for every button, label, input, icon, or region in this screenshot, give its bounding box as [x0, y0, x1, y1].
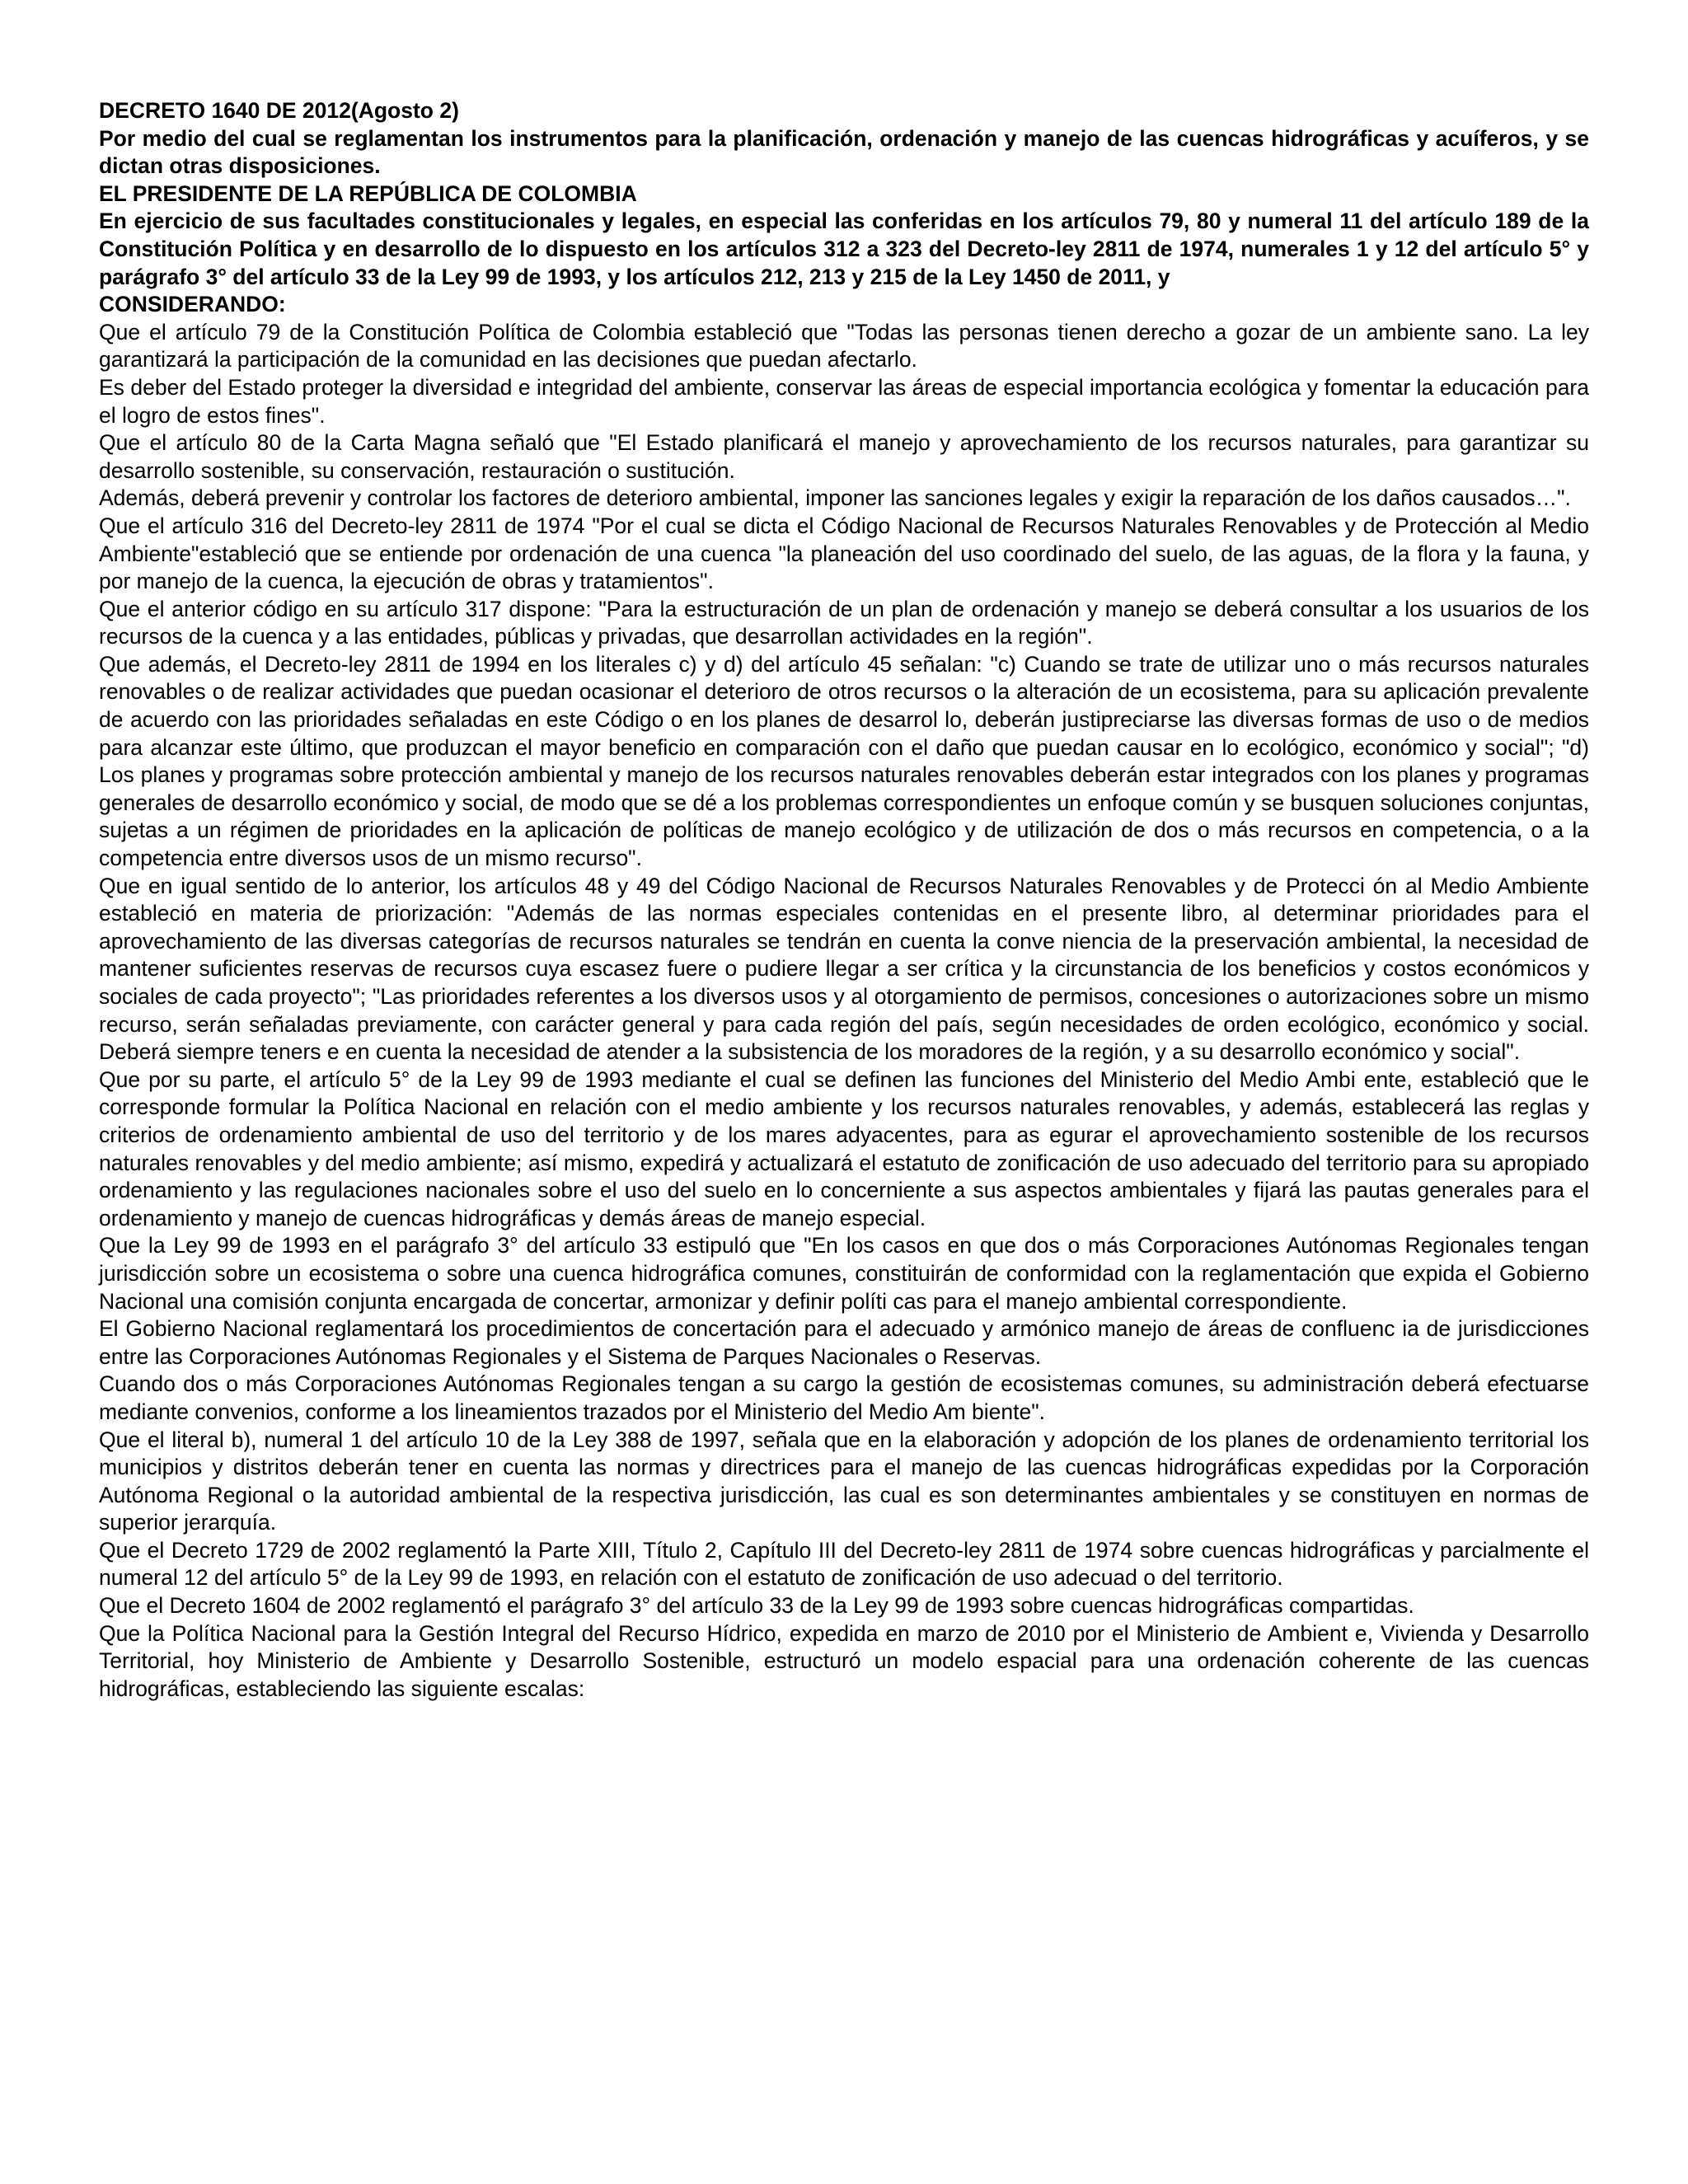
paragraph-14: Que el Decreto 1729 de 2002 reglamentó la Parte XIII, Título 2, Capítulo III del Decreto-ley 2811 de 1974 sobre cuencas hidrográficas y parcialmente el numeral 12 del artículo 5° de la Ley 99 de 1993, en relación con el estatuto de zonificación de uso adecuad o del territorio. [99, 1537, 1589, 1591]
preamble: En ejercicio de sus facultades constitucionales y legales, en especial las conferidas en los artículos 79, 80 y numeral 11 del artículo 189 de la Constitución Política y en desarrollo de lo dispuesto en los artículos 312 a 323 del Decreto-ley 2811 de 1974, numerales 1 y 12 del artículo 5° y parágrafo 3° del artículo 33 de la Ley 99 de 1993, y los artículos 212, 213 y 215 de la Ley 1450 de 2011, y [99, 209, 1589, 289]
paragraph-12: Cuando dos o más Corporaciones Autónomas Regionales tengan a su cargo la gestión de ecosistemas comunes, su administración deberá efectuarse mediante convenios, conforme a los lineamientos trazados por el Ministerio del Medio Am biente". [99, 1371, 1589, 1424]
paragraph-10: Que la Ley 99 de 1993 en el parágrafo 3° del artículo 33 estipuló que "En los casos en que dos o más Corporaciones Autónomas Regionales tengan jurisdicción sobre un ecosistema o sobre una cuenca hidrográfica comunes, constituirán de conformidad con la reglamentación que expida el Gobierno Nacional una comisión conjunta encargada de concertar, armonizar y definir políti cas para el manejo ambiental correspondiente. [99, 1233, 1589, 1314]
paragraph-3: Que el artículo 80 de la Carta Magna señaló que "El Estado planificará el manejo y aprovechamiento de los recursos naturales, para garantizar su desarrollo sostenible, su conservación, restauración o sustitución. [99, 430, 1589, 483]
paragraph-11: El Gobierno Nacional reglamentará los procedimientos de concertación para el adecuado y armónico manejo de áreas de confluenc ia de jurisdicciones entre las Corporaciones Autónomas Regionales y el Sistema de Parques Nacionales o Reservas. [99, 1316, 1589, 1369]
paragraph-8: Que en igual sentido de lo anterior, los artículos 48 y 49 del Código Nacional de Recursos Naturales Renovables y de Protecci ón al Medio Ambiente estableció en materia de priorización: "Además de las normas especiales contenidas en el presente libro, al determinar prioridades para el aprovechamiento de las diversas categorías de recursos naturales se tendrán en cuenta la conve niencia de la preservación ambiental, la necesidad de mantener suficientes reservas de recursos cuya escasez fuere o pudiere llegar a ser crítica y la circunstancia de los beneficios y costos económicos y sociales de cada proyecto"; "Las prioridades referentes a los diversos usos y al otorgamiento de permisos, concesiones o autorizaciones sobre un mismo recurso, serán señaladas previamente, con carácter general y para cada región del país, según necesidades de orden ecológico, económico y social. Deberá siempre teners e en cuenta la necesidad de atender a la subsistencia de los moradores de la región, y a su desarrollo económico y social". [99, 873, 1589, 1065]
paragraph-7: Que además, el Decreto-ley 2811 de 1994 en los literales c) y d) del artículo 45 señalan: "c) Cuando se trate de utilizar uno o más recursos naturales renovables o de realizar actividades que puedan ocasionar el deterioro de otros recursos o la alteración de un ecosistema, para su aplicación prevalente de acuerdo con las prioridades señaladas en este Código o en los planes de desarrol lo, deberán justipreciarse las diversas formas de uso o de medios para alcanzar este último, que produzcan el mayor beneficio en comparación con el daño que puedan causar en lo ecológico, económico y social"; "d) Los planes y programas sobre protección ambiental y manejo de los recursos naturales renovables deberán estar integrados con los planes y programas generales de desarrollo económico y social, de modo que se dé a los problemas correspondientes un enfoque común y se busquen soluciones conjuntas, sujetas a un régimen de prioridades en la aplicación de políticas de manejo ecológico y de utilización de dos o más recursos en competencia, o a la competencia entre diversos usos de un mismo recurso". [99, 651, 1589, 871]
paragraph-1: Que el artículo 79 de la Constitución Política de Colombia estableció que "Todas las personas tienen derecho a gozar de un ambiente sano. La ley garantizará la participación de la comunidad en las decisiones que puedan afectarlo. [99, 319, 1589, 373]
decree-subtitle: Por medio del cual se reglamentan los instrumentos para la planificación, ordenación y manejo de las cuencas hidrográficas y acuíferos, y se dictan otras disposiciones. [99, 125, 1589, 179]
paragraph-13: Que el literal b), numeral 1 del artículo 10 de la Ley 388 de 1997, señala que en la elaboración y adopción de los planes de ordenamiento territorial los municipios y distritos deberán tener en cuenta las normas y directrices para el manejo de las cuencas hidrográficas expedidas por la Corporación Autónoma Regional o la autoridad ambiental de la respectiva jurisdicción, las cual es son determinantes ambientales y se constituyen en normas de superior jerarquía. [99, 1427, 1589, 1535]
paragraph-5: Que el artículo 316 del Decreto-ley 2811 de 1974 "Por el cual se dicta el Código Nacional de Recursos Naturales Renovables y de Protección al Medio Ambiente"estableció que se entiende por ordenación de una cuenca "la planeación del uso coordinado del suelo, de las aguas, de la flora y la fauna, y por manejo de la cuenca, la ejecución de obras y tratamientos". [99, 513, 1589, 594]
issuer-heading: EL PRESIDENTE DE LA REPÚBLICA DE COLOMBIA [99, 180, 637, 206]
decree-title: DECRETO 1640 DE 2012(Agosto 2) [99, 98, 459, 123]
paragraph-16: Que la Política Nacional para la Gestión Integral del Recurso Hídrico, expedida en marzo de 2010 por el Ministerio de Ambient e, Vivienda y Desarrollo Territorial, hoy Ministerio de Ambiente y Desarrollo Sostenible, estructuró un modelo espacial para una ordenación coherente de las cuencas hidrográficas, estableciendo las siguiente escalas: [99, 1620, 1589, 1701]
document-page [99, 97, 1589, 1703]
paragraph-2: Es deber del Estado proteger la diversidad e integridad del ambiente, conservar las áreas de especial importancia ecológica y fomentar la educación para el logro de estos fines". [99, 374, 1589, 428]
paragraph-9: Que por su parte, el artículo 5° de la Ley 99 de 1993 mediante el cual se definen las funciones del Ministerio del Medio Ambi ente, estableció que le corresponde formular la Política Nacional en relación con el medio ambiente y los recursos naturales renovables, y además, establecerá las reglas y criterios de ordenamiento ambiental de uso del territorio y de los mares adyacentes, para as egurar el aprovechamiento sostenible de los recursos naturales renovables y del medio ambiente; así mismo, expedirá y actualizará el estatuto de zonificación de uso adecuado del territorio para su apropiado ordenamiento y las regulaciones nacionales sobre el uso del suelo en lo concerniente a sus aspectos ambientales y fijará las pautas generales para el ordenamiento y manejo de cuencas hidrográficas y demás áreas de manejo especial. [99, 1066, 1589, 1230]
paragraph-15: Que el Decreto 1604 de 2002 reglamentó el parágrafo 3° del artículo 33 de la Ley 99 de 1993 sobre cuencas hidrográficas compartidas. [99, 1593, 1414, 1619]
paragraph-4: Además, deberá prevenir y controlar los factores de deterioro ambiental, imponer las sanciones legales y exigir la reparación de los daños causados…". [99, 485, 1571, 511]
considerando-heading: CONSIDERANDO: [99, 292, 286, 317]
paragraph-6: Que el anterior código en su artículo 317 dispone: "Para la estructuración de un plan de ordenación y manejo se deberá consultar a los usuarios de los recursos de la cuenca y a las entidades, públicas y privadas, que desarrollan actividades en la región". [99, 596, 1589, 649]
